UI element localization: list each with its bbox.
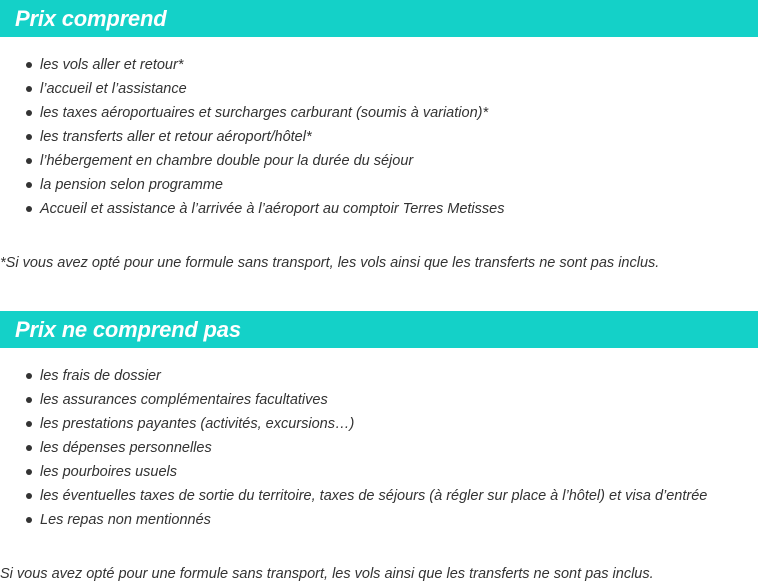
bullet-icon [26,86,32,92]
list-item-text: les prestations payantes (activités, excursions…) [40,416,355,432]
price-includes-section [0,0,758,271]
price-includes-list [0,37,758,221]
list-item [26,436,758,460]
bullet-icon [26,469,32,475]
list-item [26,125,758,149]
list-item [26,53,758,77]
list-item-text: l’hébergement en chambre double pour la durée du séjour [40,153,414,169]
list-item-text: les vols aller et retour* [40,57,184,73]
list-item [26,508,758,532]
list-item [26,388,758,412]
list-item-text: les dépenses personnelles [40,440,212,456]
price-includes-title: Prix comprend [15,5,167,31]
list-item-text: les taxes aéroportuaires et surcharges carburant (soumis à variation)* [40,105,489,121]
bullet-icon [26,182,32,188]
bullet-icon [26,445,32,451]
price-includes-note: *Si vous avez opté pour une formule sans transport, les vols ainsi que les transferts ne sont pas inclus. [0,254,660,271]
bullet-icon [26,397,32,403]
list-item [26,364,758,388]
price-excludes-header [0,311,758,348]
list-item-text: la pension selon programme [40,177,223,193]
price-excludes-note: Si vous avez opté pour une formule sans transport, les vols ainsi que les transferts ne sont pas inclus. [0,565,654,582]
bullet-icon [26,206,32,212]
list-item [26,412,758,436]
bullet-icon [26,110,32,116]
list-item [26,484,758,508]
price-excludes-section [0,311,758,582]
list-item [26,197,758,221]
bullet-icon [26,134,32,140]
list-item-text: l’accueil et l’assistance [40,81,187,97]
list-item [26,101,758,125]
list-item-text: les pourboires usuels [40,464,178,480]
bullet-icon [26,493,32,499]
bullet-icon [26,421,32,427]
list-item [26,460,758,484]
list-item-text: Accueil et assistance à l’arrivée à l’aéroport au comptoir Terres Metisses [40,201,505,217]
list-item-text: les frais de dossier [40,368,161,384]
price-includes-header [0,0,758,37]
bullet-icon [26,158,32,164]
list-item-text: les éventuelles taxes de sortie du territoire, taxes de séjours (à régler sur place à l’hôtel) et visa d’entrée [40,488,708,504]
list-item [26,77,758,101]
list-item [26,173,758,197]
list-item [26,149,758,173]
bullet-icon [26,62,32,68]
price-excludes-list [0,348,758,532]
list-item-text: les assurances complémentaires facultatives [40,392,328,408]
list-item-text: les transferts aller et retour aéroport/hôtel* [40,129,312,145]
bullet-icon [26,373,32,379]
list-item-text: Les repas non mentionnés [40,512,211,528]
price-excludes-title: Prix ne comprend pas [15,316,241,342]
bullet-icon [26,517,32,523]
